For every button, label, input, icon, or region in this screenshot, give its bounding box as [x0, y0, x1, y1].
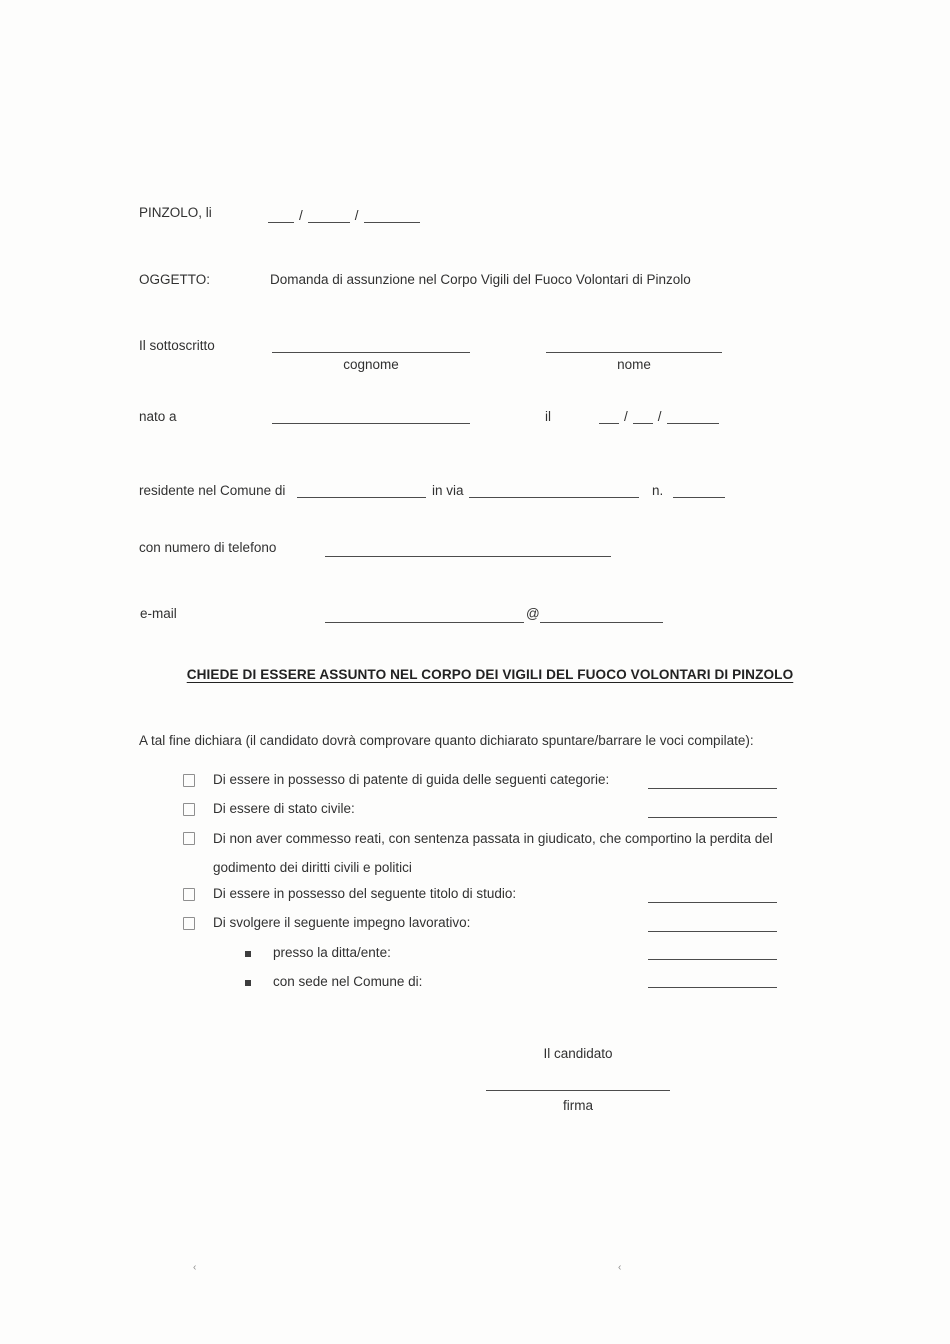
request-heading: CHIEDE DI ESSERE ASSUNTO NEL CORPO DEI VIGILI DEL FUOCO VOLONTARI DI PINZOLO: [186, 667, 794, 682]
name-caption: nome: [617, 357, 651, 372]
date-year-blank[interactable]: [364, 207, 420, 223]
education-field-line[interactable]: [648, 902, 777, 903]
birth-year-blank[interactable]: [667, 408, 719, 424]
declarations-intro: A tal fine dichiara (il candidato dovrà comprovare quanto dichiarato spuntare/barrare le voci compilate):: [139, 733, 754, 748]
civic-number-label: n.: [652, 483, 664, 498]
name-field-line[interactable]: [546, 352, 722, 353]
birth-place-field-line[interactable]: [272, 423, 470, 424]
subject-text: Domanda di assunzione nel Corpo Vigili del Fuoco Volontari di Pinzolo: [270, 272, 691, 287]
date-month-blank[interactable]: [308, 207, 350, 223]
job-field-line[interactable]: [648, 931, 777, 932]
subject-label: OGGETTO:: [139, 272, 211, 287]
date-separator: /: [354, 208, 359, 223]
surname-caption: cognome: [343, 357, 399, 372]
birth-date-field-group: [599, 408, 719, 424]
signature-field-line[interactable]: [486, 1090, 670, 1091]
email-label: e-mail: [140, 606, 177, 621]
email-domain-field-line[interactable]: [540, 622, 663, 623]
sub-declaration-item: presso la ditta/ente:: [273, 945, 391, 960]
phone-field-line[interactable]: [325, 556, 611, 557]
company-field-line[interactable]: [648, 959, 777, 960]
square-bullet-icon: [245, 980, 251, 986]
company-town-field-line[interactable]: [648, 987, 777, 988]
checkbox-icon[interactable]: [183, 917, 195, 930]
checkbox-icon[interactable]: [183, 774, 195, 787]
date-separator: /: [657, 409, 662, 424]
birth-date-label: il: [545, 409, 551, 424]
checkbox-icon[interactable]: [183, 803, 195, 816]
phone-label: con numero di telefono: [139, 540, 277, 555]
place-date-label: PINZOLO, li: [139, 205, 212, 220]
square-bullet-icon: [245, 951, 251, 957]
declaration-item: Di svolgere il seguente impegno lavorativo:: [213, 915, 471, 930]
birth-month-blank[interactable]: [633, 408, 653, 424]
declaration-item: Di essere in possesso di patente di guida delle seguenti categorie:: [213, 772, 610, 787]
candidate-label: Il candidato: [543, 1046, 613, 1061]
surname-field-line[interactable]: [272, 352, 470, 353]
sub-declaration-item: con sede nel Comune di:: [273, 974, 423, 989]
driving-licence-field-line[interactable]: [648, 788, 777, 789]
date-separator: /: [624, 409, 628, 424]
checkbox-icon[interactable]: [183, 832, 195, 845]
date-field-group: [268, 205, 420, 223]
street-field-line[interactable]: [469, 497, 639, 498]
declaration-item: Di essere in possesso del seguente titolo di studio:: [213, 886, 517, 901]
residence-label: residente nel Comune di: [139, 483, 286, 498]
civic-number-field-line[interactable]: [673, 497, 725, 498]
scan-speck: ‹: [618, 1262, 622, 1273]
scan-speck: ‹: [193, 1262, 197, 1273]
birth-day-blank[interactable]: [599, 408, 619, 424]
birth-place-label: nato a: [139, 409, 177, 424]
email-local-field-line[interactable]: [325, 622, 524, 623]
date-separator: /: [299, 208, 303, 223]
email-at-sign: @: [526, 606, 540, 621]
civil-status-field-line[interactable]: [648, 817, 777, 818]
street-label: in via: [432, 483, 464, 498]
residence-town-field-line[interactable]: [297, 497, 426, 498]
subscriber-label: Il sottoscritto: [139, 338, 215, 353]
declaration-item: Di essere di stato civile:: [213, 801, 355, 816]
declaration-item: Di non aver commesso reati, con sentenza passata in giudicato, che comportino la perdita del godimento dei diritti civili e politici: [213, 831, 773, 875]
signature-caption: firma: [563, 1098, 593, 1113]
date-day-blank[interactable]: [268, 207, 294, 223]
checkbox-icon[interactable]: [183, 888, 195, 901]
